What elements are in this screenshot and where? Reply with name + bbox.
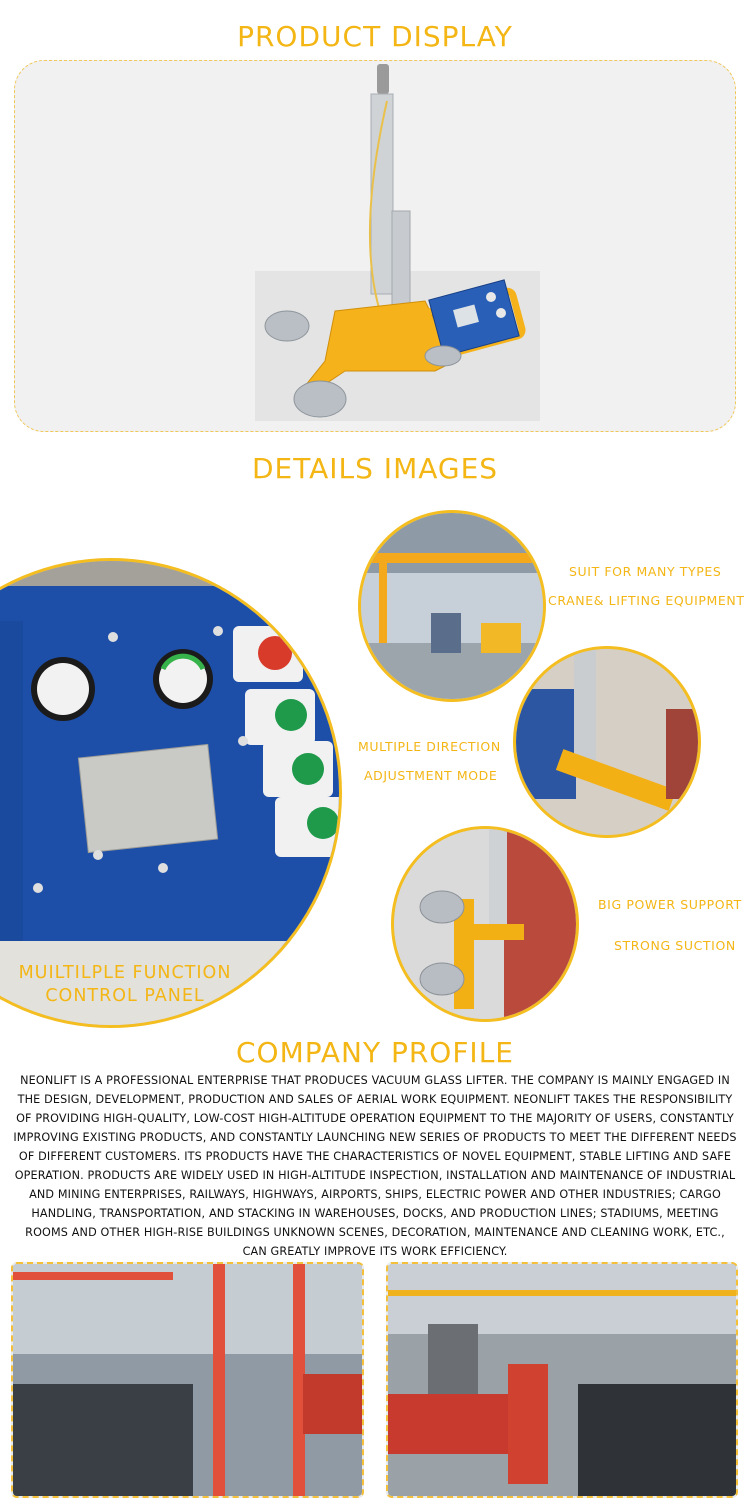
caption-big-power-support: BIG POWER SUPPORT (598, 897, 742, 912)
control-panel-label (0, 962, 250, 1008)
factory-photo-right (386, 1262, 738, 1498)
product-display-frame (14, 60, 736, 432)
vacuum-lifter-illustration (15, 61, 735, 431)
adjustment-illustration (516, 649, 701, 838)
section-title-product-display: PRODUCT DISPLAY (237, 20, 513, 53)
control-panel-illustration (0, 561, 342, 1028)
control-panel-detail-image (0, 558, 342, 1028)
factory-illustration-left (13, 1264, 364, 1498)
section-title-company-profile: COMPANY PROFILE (236, 1036, 514, 1069)
factory-photo-left (11, 1262, 364, 1498)
suction-detail-image (391, 826, 579, 1022)
factory-illustration-right (388, 1264, 738, 1498)
caption-multiple-direction: MULTIPLE DIRECTION (358, 739, 501, 754)
caption-crane-lifting-equipment: CRANE& LIFTING EQUIPMENT (548, 593, 745, 608)
control-panel-label-line1: MUILTILPLE FUNCTION (18, 963, 232, 983)
caption-suit-for-many-types: SUIT FOR MANY TYPES (569, 564, 722, 579)
caption-strong-suction: STRONG SUCTION (614, 938, 736, 953)
section-title-details-images: DETAILS IMAGES (251, 452, 499, 485)
company-profile-text: NEONLIFT IS A PROFESSIONAL ENTERPRISE THAT PRODUCES VACUUM GLASS LIFTER. THE COMPANY IS MAINLY ENGAGED IN THE DESIGN, DEVELOPMENT, PRODUCTION AND SALES OF AERIAL WORK EQUIPMENT. NEONLIFT TAKES THE RESPONSIBILITY OF PROVIDING HIGH-QUALITY, LOW-COST HIGH-ALTITUDE OPERATION EQUIPMENT TO THE MAJORITY OF USERS, CONSTANTLY IMPROVING EXISTING PRODUCTS, AND CONSTANTLY LAUNCHING NEW SERIES OF PRODUCTS TO MEET THE DIFFERENT NEEDS OF DIFFERENT CUSTOMERS. ITS PRODUCTS HAVE THE CHARACTERISTICS OF NOVEL EQUIPMENT, STABLE LIFTING AND SAFE OPERATION. PRODUCTS ARE WIDELY USED IN HIGH-ALTITUDE INSPECTION, INSTALLATION AND MAINTENANCE OF INDUSTRIAL AND MINING ENTERPRISES, RAILWAYS, HIGHWAYS, AIRPORTS, SHIPS, ELECTRIC POWER AND OTHER INDUSTRIES; CARGO HANDLING, TRANSPORTATION, AND STACKING IN WAREHOUSES, DOCKS, AND PRODUCTION LINES; STADIUMS, MEETING ROOMS AND OTHER HIGH-RISE BUILDINGS UNKNOWN SCENES, DECORATION, MAINTENANCE AND CLEANING WORK, ETC., CAN GREATLY IMPROVE ITS WORK EFFICIENCY. (13, 1074, 737, 1258)
suction-illustration (394, 829, 579, 1022)
control-panel-label-line2: CONTROL PANEL (45, 986, 205, 1006)
adjustment-detail-image (513, 646, 701, 838)
caption-adjustment-mode: ADJUSTMENT MODE (364, 768, 498, 783)
